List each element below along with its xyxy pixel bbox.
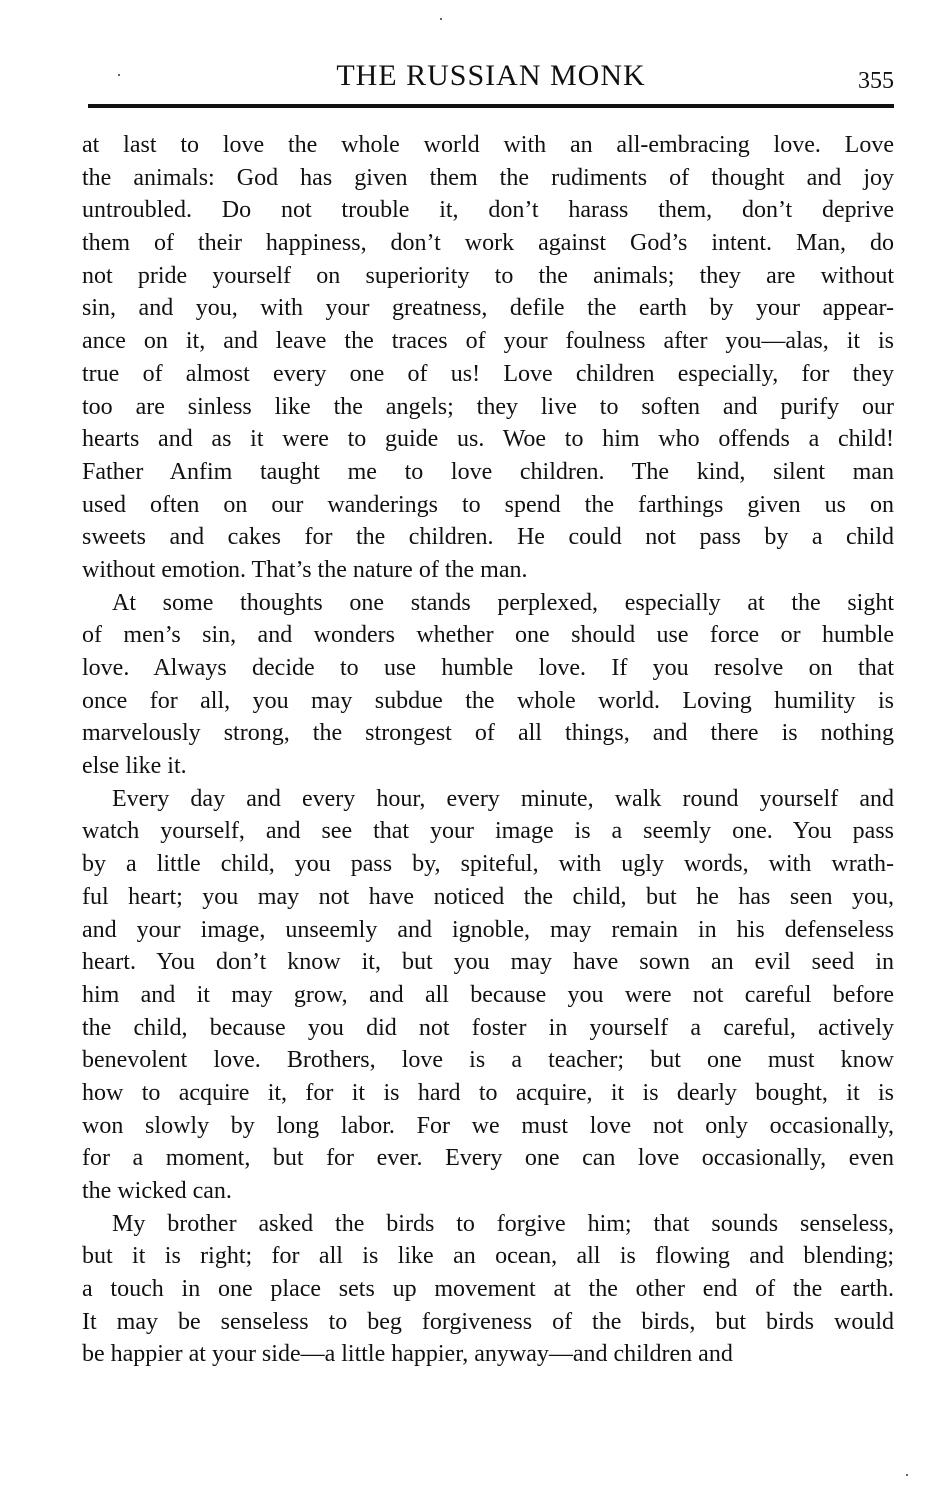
text-line: Father Anfim taught me to love children. The kind, silent man xyxy=(82,458,894,485)
text-line: heart. You don’t know it, but you may have sown an evil seed in xyxy=(82,949,894,976)
text-line: the animals: God has given them the rudiments of thought and joy xyxy=(82,164,894,191)
scan-speck xyxy=(906,1474,908,1476)
text-line: him and it may grow, and all because you were not careful before xyxy=(82,981,894,1008)
text-line: watch yourself, and see that your image is a seemly one. You pass xyxy=(82,818,894,845)
text-line: how to acquire it, for it is hard to acquire, it is dearly bought, it is xyxy=(82,1079,894,1106)
page-header xyxy=(88,58,894,98)
text-line: ance on it, and leave the traces of your foulness after you—alas, it is xyxy=(82,328,894,355)
text-line: by a little child, you pass by, spiteful, with ugly words, with wrath- xyxy=(82,851,894,878)
text-line: else like it. xyxy=(82,753,187,780)
text-line: untroubled. Do not trouble it, don’t harass them, don’t deprive xyxy=(82,197,894,224)
text-line: them of their happiness, don’t work against God’s intent. Man, do xyxy=(82,230,894,257)
text-line: but it is right; for all is like an ocean, all is flowing and blending; xyxy=(82,1243,894,1270)
text-line: too are sinless like the angels; they live to soften and purify our xyxy=(82,393,894,420)
text-line: It may be senseless to beg forgiveness of the birds, but birds would xyxy=(82,1308,894,1335)
text-line: the wicked can. xyxy=(82,1178,232,1204)
text-line: a touch in one place sets up movement at the other end of the earth. xyxy=(82,1276,894,1303)
text-line: benevolent love. Brothers, love is a teacher; but one must know xyxy=(82,1047,894,1074)
text-line: hearts and as it were to guide us. Woe to him who offends a child! xyxy=(82,426,894,453)
text-line: Every day and every hour, every minute, walk round yourself and xyxy=(112,785,894,812)
text-line: marvelously strong, the strongest of all things, and there is nothing xyxy=(82,720,894,747)
scan-speck xyxy=(118,74,120,76)
text-line: for a moment, but for ever. Every one can love occasionally, even xyxy=(82,1145,894,1172)
text-line: once for all, you may subdue the whole world. Loving humility is xyxy=(82,687,894,714)
text-line: the child, because you did not foster in yourself a careful, actively xyxy=(82,1014,894,1041)
text-line: be happier at your side—a little happier, anyway—and children and xyxy=(82,1341,733,1368)
text-line: My brother asked the birds to forgive him; that sounds senseless, xyxy=(112,1210,894,1237)
scan-speck xyxy=(440,18,442,20)
text-line: true of almost every one of us! Love children especially, for they xyxy=(82,360,894,387)
page-number: 355 xyxy=(858,68,894,94)
body-text xyxy=(82,129,894,1371)
text-line: not pride yourself on superiority to the animals; they are without xyxy=(82,262,894,289)
text-line: sweets and cakes for the children. He could not pass by a child xyxy=(82,524,894,551)
text-line: of men’s sin, and wonders whether one should use force or humble xyxy=(82,622,894,649)
text-line: and your image, unseemly and ignoble, may remain in his defenseless xyxy=(82,916,894,943)
text-line: used often on our wanderings to spend the farthings given us on xyxy=(82,491,894,518)
text-line: ful heart; you may not have noticed the child, but he has seen you, xyxy=(82,883,894,910)
running-title: THE RUSSIAN MONK xyxy=(336,59,646,92)
text-line: at last to love the whole world with an all-embracing love. Love xyxy=(82,132,894,158)
text-line: without emotion. That’s the nature of the man. xyxy=(82,556,528,583)
text-line: At some thoughts one stands perplexed, especially at the sight xyxy=(112,589,894,616)
text-line: love. Always decide to use humble love. If you resolve on that xyxy=(82,655,894,681)
header-rule xyxy=(88,104,894,108)
text-line: won slowly by long labor. For we must love not only occasionally, xyxy=(82,1112,894,1139)
text-line: sin, and you, with your greatness, defile the earth by your appear- xyxy=(82,295,894,322)
